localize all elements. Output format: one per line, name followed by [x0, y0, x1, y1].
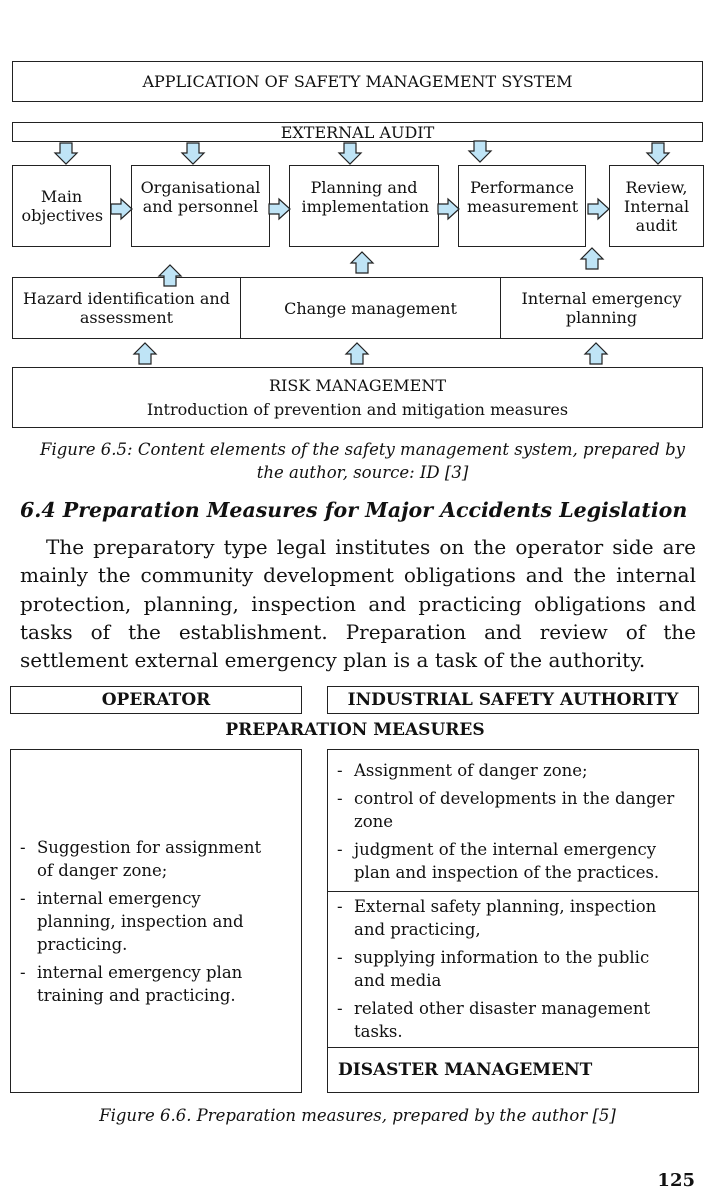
arrow-up-icon: [585, 343, 607, 364]
operator-measures-box: [10, 749, 302, 1093]
hazard-identification-box: Hazard identification and assessment: [12, 277, 241, 339]
arrow-down-icon: [182, 143, 204, 164]
sms-title: APPLICATION OF SAFETY MANAGEMENT SYSTEM: [142, 72, 573, 91]
arrow-right-icon: [111, 199, 132, 219]
list-item: - internal emergency planning, inspection and practicing.: [11, 887, 281, 956]
list-item: - supplying information to the public and media: [328, 946, 683, 992]
list-item: - related other disaster management tasks.: [328, 997, 683, 1043]
risk-management-box: [12, 367, 703, 428]
risk-management-sub: Introduction of prevention and mitigation measures: [146, 399, 569, 419]
step-performance: Performance measurement: [458, 165, 586, 247]
step-main-objectives: Main objectives: [12, 165, 111, 247]
list-item: - control of developments in the danger zone: [328, 787, 683, 833]
external-safety-box: [327, 891, 699, 1048]
arrow-up-icon: [581, 248, 603, 269]
arrow-up-icon: [346, 343, 368, 364]
external-audit-label: EXTERNAL AUDIT: [280, 122, 435, 142]
section-paragraph: The preparatory type legal institutes on the operator side are mainly the community development obligations and the internal protection, planning, inspection and practicing obligations and tasks of the establishment. Preparation and review of the settlement external emergency plan is a task of the authority.: [20, 535, 696, 673]
section-heading: 6.4 Preparation Measures for Major Accidents Legislation: [20, 498, 688, 522]
figure-6-6-caption: Figure 6.6. Preparation measures, prepared by the author [5]: [99, 1106, 616, 1125]
internal-emergency-box: Internal emergency planning: [500, 277, 703, 339]
list-item: - Assignment of danger zone;: [328, 759, 683, 782]
figure-6-5-caption: Figure 6.5: Content elements of the safety management system, prepared by the author, source: ID [3]: [40, 440, 685, 482]
step-review: Review, Internal audit: [609, 165, 704, 247]
arrow-down-icon: [339, 143, 361, 164]
list-item: - judgment of the internal emergency plan and inspection of the practices.: [328, 838, 683, 884]
operator-header: OPERATOR: [10, 686, 302, 714]
arrow-right-icon: [269, 199, 290, 219]
change-management-box: Change management: [240, 277, 501, 339]
page-number: 125: [657, 1170, 695, 1191]
list-item: - internal emergency plan training and practicing.: [11, 961, 281, 1007]
arrow-down-icon: [55, 143, 77, 164]
arrow-down-icon: [469, 141, 491, 162]
arrow-up-icon: [351, 252, 373, 273]
risk-management-title: RISK MANAGEMENT: [268, 376, 447, 396]
arrow-up-icon: [134, 343, 156, 364]
list-item: - Suggestion for assignment of danger zone;: [11, 836, 281, 882]
operator-measures-list: [11, 836, 281, 1012]
list-item: - External safety planning, inspection and practicing,: [328, 895, 683, 941]
diagram-arrows: [0, 0, 725, 370]
disaster-management-box: DISASTER MANAGEMENT: [327, 1047, 699, 1093]
authority-measures-box: [327, 749, 699, 892]
step-planning: Planning and implementation: [289, 165, 439, 247]
arrow-right-icon: [438, 199, 459, 219]
preparation-measures-header: PREPARATION MEASURES: [225, 720, 485, 740]
step-organisational: Organisational and personnel: [131, 165, 270, 247]
arrow-up-icon: [159, 265, 181, 286]
arrow-right-icon: [588, 199, 609, 219]
authority-measures-list: [328, 759, 683, 889]
authority-header: INDUSTRIAL SAFETY AUTHORITY: [327, 686, 699, 714]
arrow-down-icon: [647, 143, 669, 164]
external-safety-list: [328, 895, 683, 1048]
